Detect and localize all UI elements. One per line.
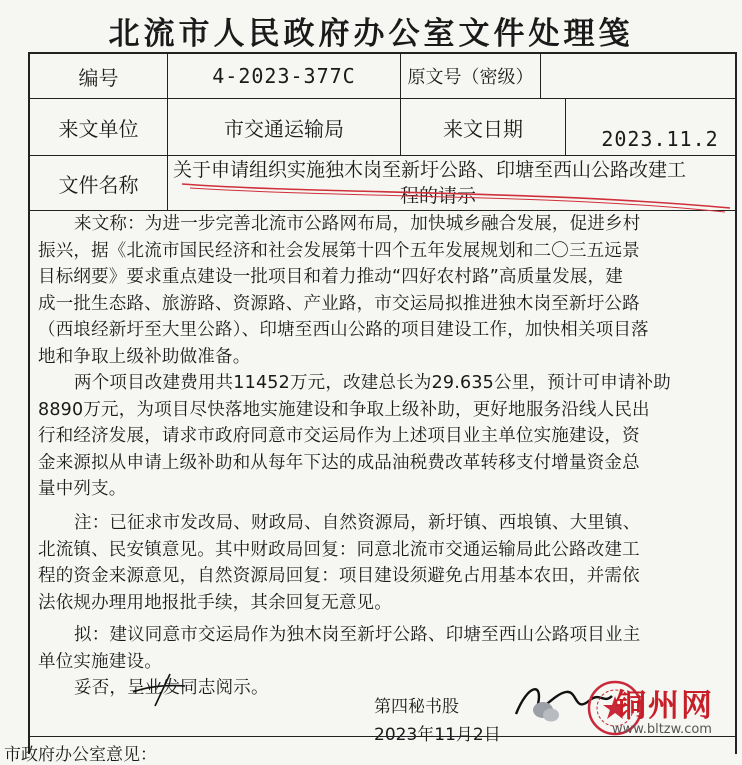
text-line: 单位实施建设。	[38, 651, 162, 672]
text-line: 振兴，据《北流市国民经济和社会发展第十四个五年发展规划和二〇三五远景	[38, 240, 640, 261]
paragraph-note	[38, 510, 640, 616]
text-line: 成一批生态路、旅游路、资源路、产业路，市交运局拟推进独木岗至新圩公路	[38, 293, 640, 314]
signing-date: 2023年11月2日	[374, 725, 501, 745]
text-line: 行和经济发展，请求市政府同意市交运局作为上述项目业主单位实施建设，资	[38, 426, 640, 446]
handwritten-stroke	[133, 674, 185, 706]
watermark-url: www.bltzw.com	[612, 722, 712, 737]
paragraph-incoming	[38, 211, 649, 370]
text-line: 拟：建议同意市交运局作为独木岗至新圩公路、印塘至西山公路项目业主	[74, 625, 641, 645]
column-divider	[167, 155, 168, 211]
date-value: 2023.11.2	[601, 127, 719, 151]
file-name-line: 关于申请组织实施独木岗至新圩公路、印塘至西山公路改建工	[173, 159, 687, 181]
number-label: 编号	[78, 65, 119, 90]
text-line: 注：已征求市发改局、财政局、自然资源局，新圩镇、西埌镇、大里镇、	[74, 513, 641, 533]
red-underline-mark	[170, 174, 735, 214]
wechat-bubble	[543, 709, 559, 722]
date-label: 来文日期	[443, 116, 523, 141]
red-underline-stroke	[182, 184, 730, 208]
text-line: 妥否，呈业发同志阅示。	[74, 678, 269, 698]
file-name-label: 文件名称	[58, 172, 139, 197]
text-line: 法依规办理用地报批手续，其余回复无意见。	[38, 592, 392, 613]
watermark-brand: 铜州网	[615, 688, 714, 724]
text-line: 金来源拟从申请上级补助和从每年下达的成品油税费改革转移支付增量资金总	[38, 452, 640, 473]
text-line: 北流镇、民安镇意见。其中财政局回复：同意北流市交通运输局此公路改建工	[38, 539, 640, 560]
text-line: 程的资金来源意见，自然资源局回复：项目建设须避免占用基本农田，并需依	[38, 566, 640, 586]
file-name-line: 程的请示	[400, 185, 477, 207]
text-line: 两个项目改建费用共11452万元，改建总长为29.635公里，预计可申请补助	[74, 373, 672, 393]
number-value: 4-2023-377C	[212, 64, 356, 88]
processing-form	[4, 52, 737, 765]
text-line: 目标纲要》要求重点建设一批项目和着力推动“四好农村路”高质量发展，建	[38, 267, 623, 287]
from-unit-value: 市交通运输局	[224, 116, 344, 141]
office-opinion-label: 市政府办公室意见：	[4, 745, 157, 765]
text-line: 8890万元，为项目尽快落地实施建设和争取上级补助，更好地服务沿线人民出	[38, 399, 650, 420]
text-line: 来文称：为进一步完善北流市公路网布局，加快城乡融合发展，促进乡村	[74, 214, 641, 234]
text-line: 地和争取上级补助做准备。	[38, 346, 251, 367]
red-underline-stroke	[190, 188, 725, 212]
column-divider	[565, 98, 566, 155]
from-unit-label: 来文单位	[58, 116, 139, 141]
text-line: （西埌经新圩至大里公路）、印塘至西山公路的项目建设工作，加快相关项目落	[38, 320, 649, 340]
signing-office: 第四秘书股	[374, 697, 459, 717]
original-no-value	[541, 54, 731, 98]
document-title: 北流市人民政府办公室文件处理笺	[108, 16, 634, 52]
handwritten-mark	[125, 670, 195, 710]
original-no-label: 原文号（密级）	[407, 67, 534, 88]
paragraph-cost	[38, 370, 671, 503]
text-line: 量中列支。	[38, 479, 127, 499]
wechat-icon	[532, 700, 560, 724]
